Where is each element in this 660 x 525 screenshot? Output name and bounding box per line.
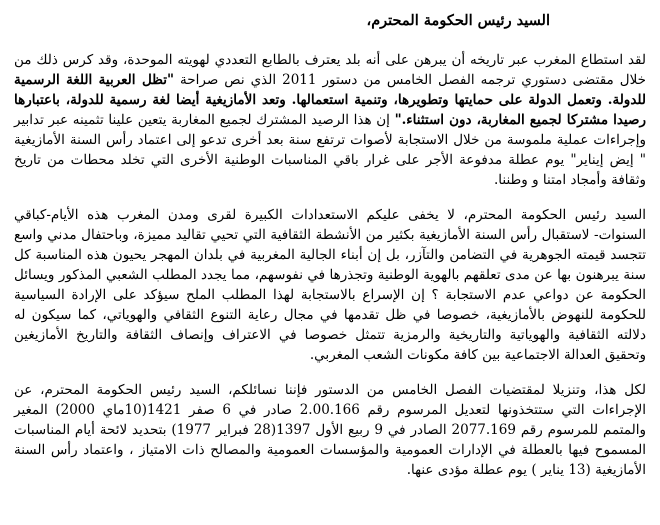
paragraph-1 (14, 50, 646, 190)
constitution-quote: "تظل العربية اللغة الرسمية للدولة. وتعمل الدولة على حمايتها وتطويرها، وتنمية استعمالها. وتعد الأمازيغية أيضا لغة رسمية للدولة، باعتبارها رصيدا مشتركا لجميع المغاربة، دون استثناء." (14, 72, 646, 128)
greeting-heading: السيد رئيس الحكومة المحترم، (366, 12, 550, 29)
paragraph-1-intro: لقد استطاع المغرب عبر تاريخه أن يبرهن على أنه بلد يعترف بالطابع التعددي لهويته الموحدة، وقد كرس ذلك من خلال مقتضى دستوري ترجمه الفصل الخامس من دستور 2011 الذي نص صراحة (14, 52, 646, 88)
paragraph-1-body: إن هذا الرصيد المشترك لجميع المغاربة يتعين علينا تثمينه عبر تدابير وإجراءات عملية ملموسة من خلال الاستجابة لأصوات ترتفع سنة بعد أخرى تدعو إلى اعتماد رأس السنة الأمازيغية " إيض إيناير" يوم عطلة مدفوعة الأجر على غرار باقي المناسبات الوطنية الأخرى التي تخلد محطات من تاريخ وثقافة وأمجاد امتنا و وطننا. (14, 112, 646, 188)
paragraph-3: لكل هذا، وتنزيلا لمقتضيات الفصل الخامس من الدستور فإننا نسائلكم، السيد رئيس الحكومة المحترم، عن الإجراءات التي ستتخذونها لتعديل المرسوم رقم 2.00.166 صادر في 6 صفر 1421(10ماي 2000) المغير والمتمم للمرسوم رقم 2077.169 الصادر في 9 ربيع الأول 1397(28 فبراير 1977) بتحديد لائحة أيام المناسبات المسموح فيها بالعطلة في الإدارات العمومية والمؤسسات العمومية والمصالح ذات الامتياز ، واعتماد رأس السنة الأمازيغية (13 يناير ) يوم عطلة مؤدى عنها. (14, 382, 647, 478)
paragraph-2: السيد رئيس الحكومة المحترم، لا يخفى عليكم الاستعدادات الكبيرة لقرى ومدن المغرب هذه الأيام-كباقي السنوات- لاستقبال رأس السنة الأمازيغية بكثير من الأنشطة الثقافية التي تحيي تقاليد مميزة، وباحتفال مدني واسع تتجسد قيمته الجوهرية في التضامن والتآزر، بل إن أبناء الجالية المغربية في بلدان المهجر يحيون هذه المناسبة كل سنة يبرهنون بها عن مدى تعلقهم بالهوية الوطنية وتجذرها في نفوسهم، مما يجدد المطلب الشعبي المذكور ويسائل الحكومة عن دواعي عدم الاستجابة ؟ إن الإسراع بالاستجابة لهذا المطلب الملح سيؤكد على الإرادة السياسية للحكومة للنهوض بالأمازيغية، خصوصا في ظل تقدمها في مجال رعاية التنوع الثقافي والهوياتي، كما سيكون له دلالته الثقافية والهوياتية والتاريخية والرمزية تتمثل خصوصا في الاعتراف وإنصاف الثقافة والتاريخ الأمازيغين وتحقيق العدالة الاجتماعية بين كافة مكونات الشعب المغربي. (14, 207, 646, 363)
